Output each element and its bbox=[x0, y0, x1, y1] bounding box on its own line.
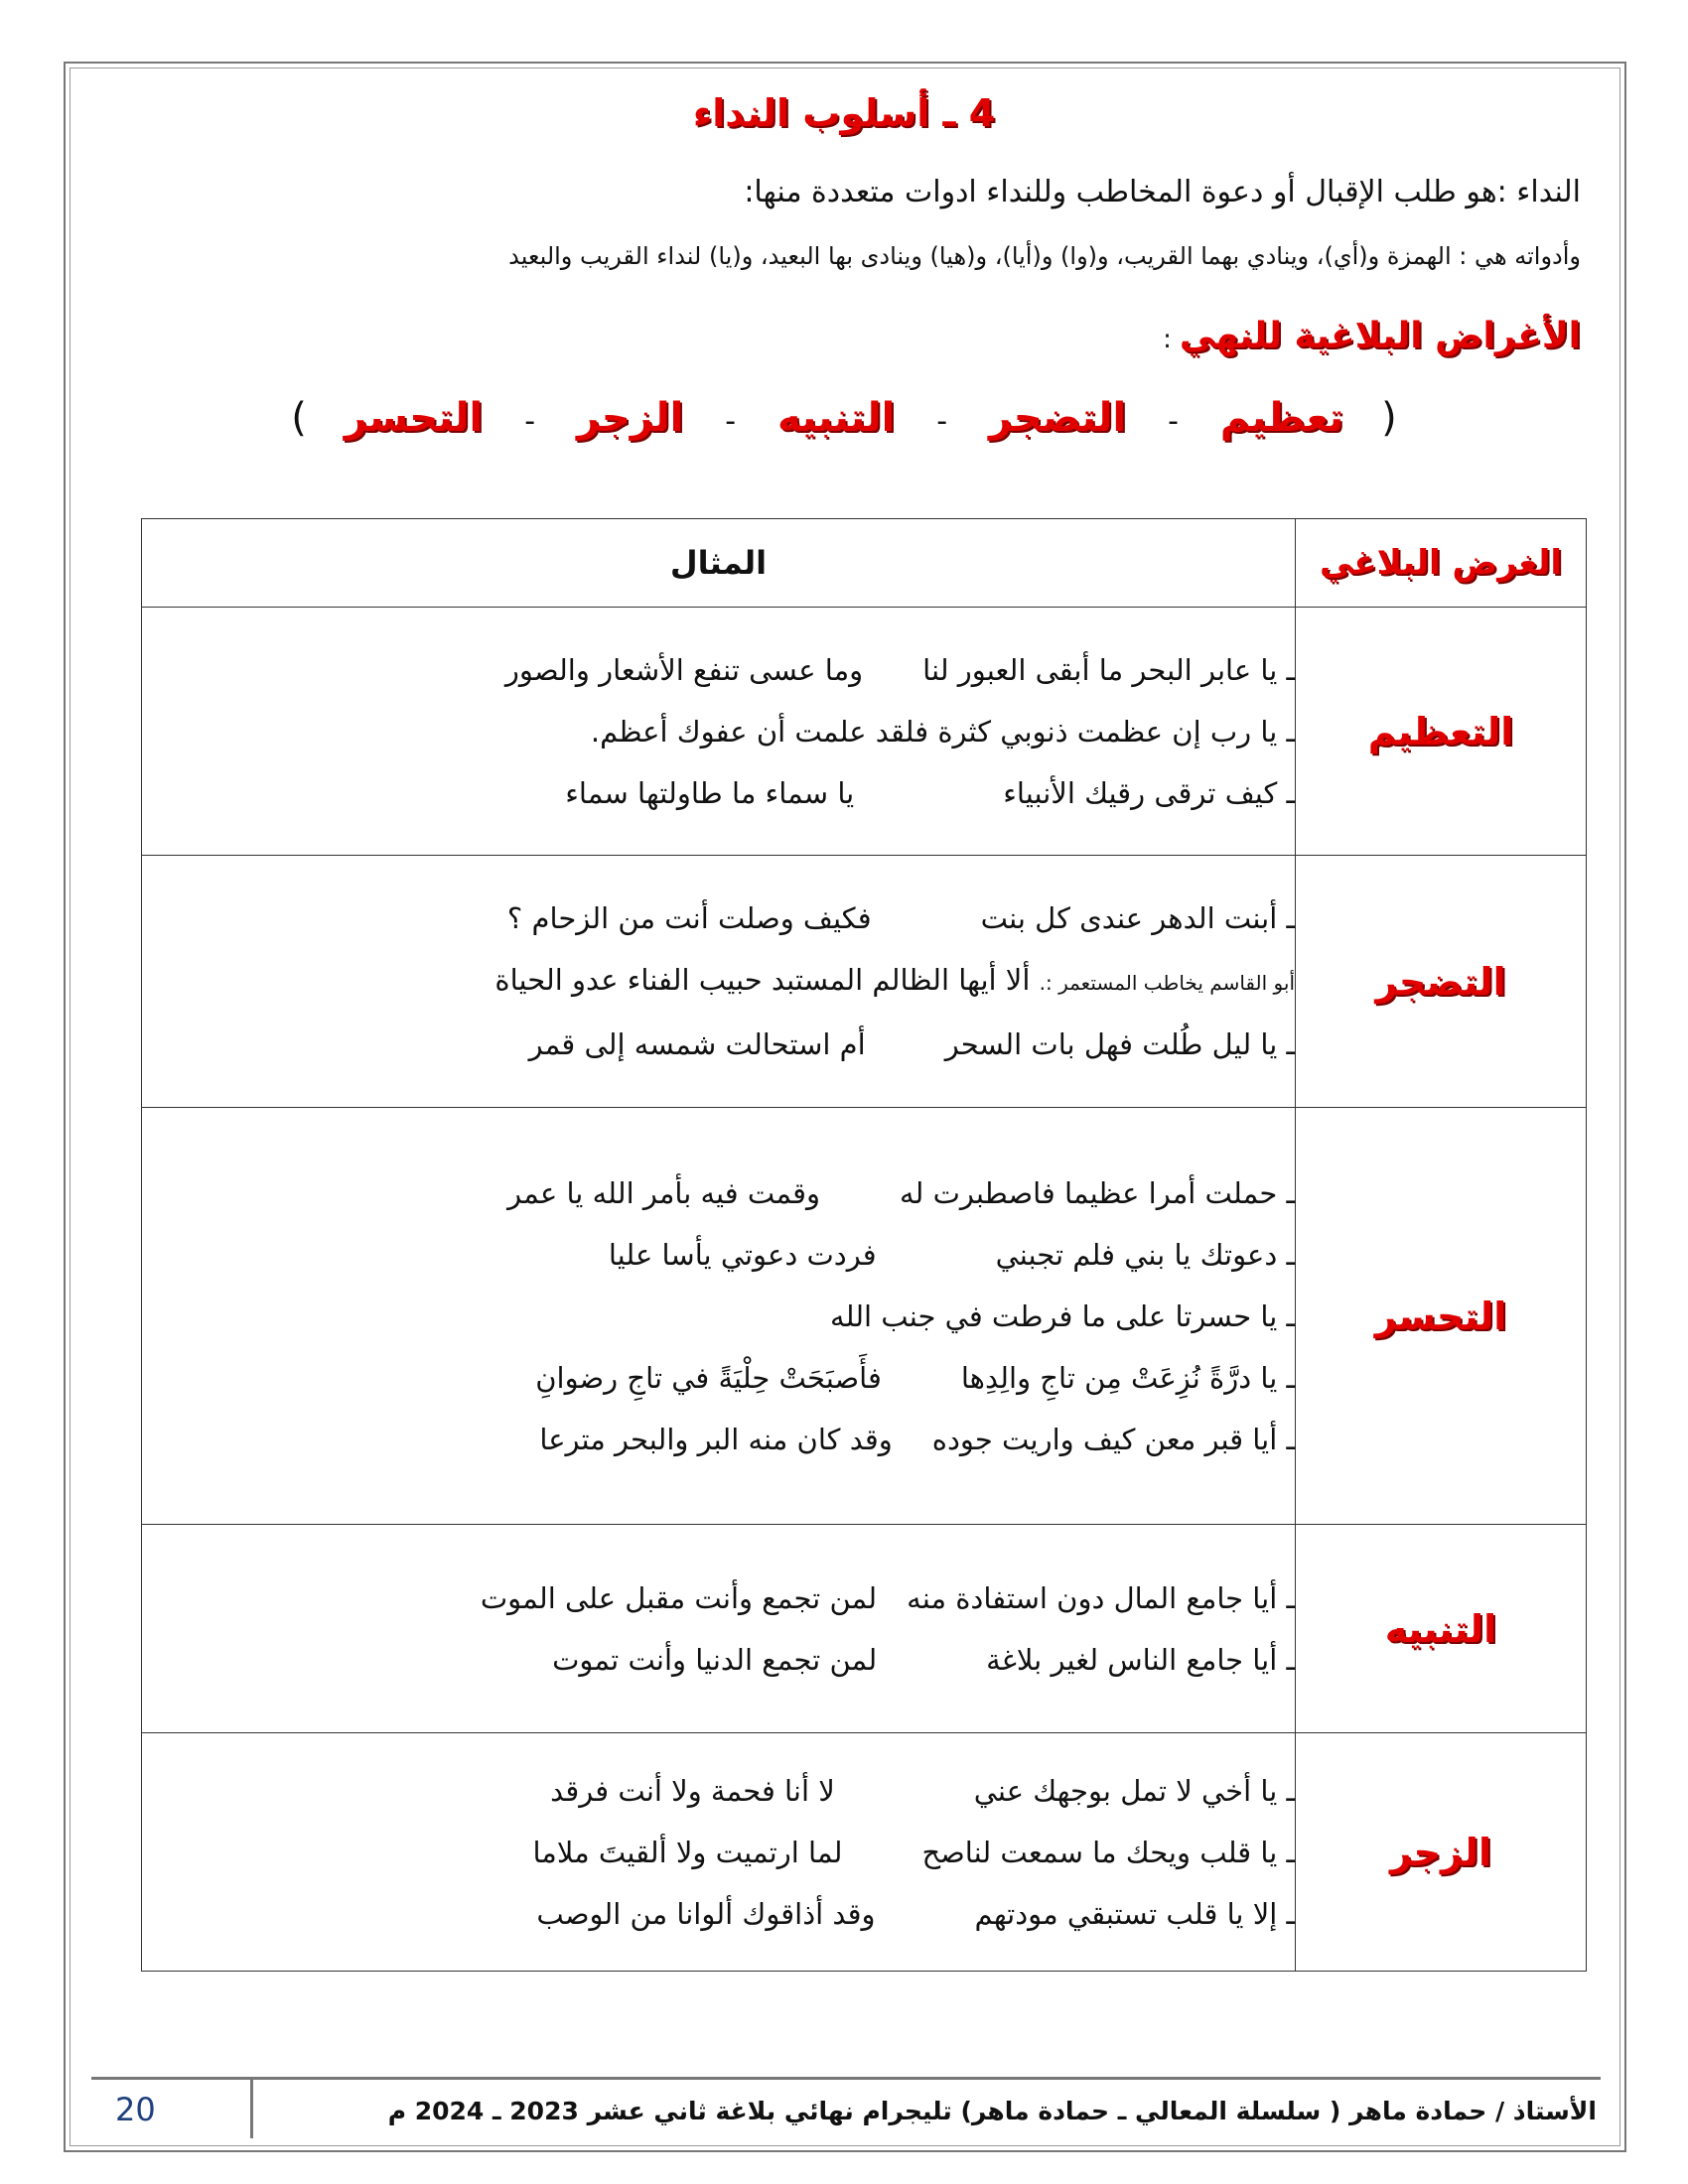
verse-second-half: يا سماء ما طاولتها سماء bbox=[565, 775, 855, 810]
row-examples bbox=[142, 1108, 1296, 1525]
table-header-row bbox=[142, 519, 1587, 608]
example-line bbox=[142, 1568, 1295, 1629]
table-row bbox=[142, 608, 1587, 856]
header-example: المثال bbox=[142, 519, 1296, 608]
purposes-open-paren: ( bbox=[1381, 395, 1397, 441]
verse-first-half: ـ أيا جامع المال دون استفادة منه bbox=[907, 1580, 1295, 1615]
example-line bbox=[142, 701, 1295, 762]
purposes-heading-text: الأغراض البلاغية للنهي bbox=[1179, 316, 1581, 356]
section-number: 4 bbox=[968, 91, 996, 135]
verse-first-half: ـ أيا جامع الناس لغير بلاغة bbox=[986, 1642, 1295, 1677]
example-line bbox=[142, 639, 1295, 701]
verse-second-half: وما عسى تنفع الأشعار والصور bbox=[504, 652, 864, 687]
table-row bbox=[142, 1733, 1587, 1972]
example-line bbox=[142, 1347, 1295, 1409]
section-title bbox=[0, 91, 1688, 135]
purposes-list bbox=[0, 395, 1688, 441]
verse-first-half: ـ حملت أمرا عظيما فاصطبرت له bbox=[900, 1175, 1295, 1210]
purpose-separator: - bbox=[936, 404, 948, 439]
section-dash: ـ bbox=[942, 91, 956, 135]
table-row bbox=[142, 1108, 1587, 1525]
example-line bbox=[142, 1629, 1295, 1691]
purpose-separator: - bbox=[524, 404, 536, 439]
examples-table bbox=[141, 518, 1587, 1972]
verse-first-half: ـ يا أخي لا تمل بوجهك عني bbox=[973, 1773, 1295, 1808]
row-purpose: التعظيم bbox=[1296, 608, 1587, 856]
example-line bbox=[142, 887, 1295, 949]
example-line bbox=[142, 1224, 1295, 1286]
verse-first-half: ـ إلا يا قلب تستبقي مودتهم bbox=[974, 1896, 1295, 1931]
verse-first-half: ـ أبنت الدهر عندى كل بنت bbox=[980, 901, 1295, 935]
row-purpose: التضجر bbox=[1296, 856, 1587, 1108]
tools-text: وأدواته هي : الهمزة و(أي)، وينادي بهما القريب، و(وا) و(أيا)، و(هيا) وينادى بها البعيد، و(يا) لنداء القريب والبعيد bbox=[508, 242, 1581, 270]
table-row bbox=[142, 856, 1587, 1108]
example-line bbox=[142, 762, 1295, 824]
verse-second-half: فكيف وصلت أنت من الزحام ؟ bbox=[506, 901, 872, 935]
verse-first-half: ألا أيها الظالم المستبد حبيب الفناء عدو الحياة bbox=[494, 963, 1031, 997]
page-number: 20 bbox=[115, 2091, 156, 2128]
verse-first-half: ـ يا حسرتا على ما فرطت في جنب الله bbox=[830, 1298, 1295, 1333]
verse-second-half: لمن تجمع وأنت مقبل على الموت bbox=[480, 1580, 878, 1615]
purposes-heading-colon: : bbox=[1163, 325, 1172, 354]
example-line bbox=[142, 949, 1295, 1014]
row-examples bbox=[142, 1525, 1296, 1733]
verse-first-half: ـ يا ليل طُلت فهل بات السحر bbox=[944, 1027, 1295, 1061]
example-line bbox=[142, 1286, 1295, 1347]
verse-first-half: ـ يا درَّةً نُزِعَتْ مِن تاجِ والِدِها bbox=[960, 1360, 1295, 1395]
row-examples bbox=[142, 608, 1296, 856]
verse-second-half: لمن تجمع الدنيا وأنت تموت bbox=[552, 1642, 878, 1677]
row-purpose: التحسر bbox=[1296, 1108, 1587, 1525]
footer-rule bbox=[91, 2077, 1601, 2080]
example-line bbox=[142, 1822, 1295, 1883]
verse-second-half: فأَصبَحَتْ حِلْيَةً في تاجِ رضوانِ bbox=[535, 1360, 882, 1395]
example-line bbox=[142, 1760, 1295, 1822]
table-row bbox=[142, 1525, 1587, 1733]
verse-second-half: أم استحالت شمسه إلى قمر bbox=[528, 1027, 866, 1061]
verse-second-half: فردت دعوتي يأسا عليا bbox=[608, 1237, 877, 1272]
purpose-item: التضجر bbox=[989, 395, 1127, 441]
example-line bbox=[142, 1014, 1295, 1075]
example-line bbox=[142, 1883, 1295, 1945]
verse-first-half: ـ دعوتك يا بني فلم تجبني bbox=[995, 1237, 1295, 1272]
verse-second-half: وقمت فيه بأمر الله يا عمر bbox=[507, 1175, 820, 1210]
purpose-separator: - bbox=[725, 404, 737, 439]
row-purpose: التنبيه bbox=[1296, 1525, 1587, 1733]
section-title-text: أسلوب النداء bbox=[692, 91, 930, 135]
verse-second-half: لا أنا فحمة ولا أنت فرقد bbox=[550, 1773, 835, 1808]
purposes-close-paren: ) bbox=[291, 395, 307, 441]
verse-first-half: ـ يا رب إن عظمت ذنوبي كثرة فلقد علمت أن عفوك أعظم. bbox=[590, 714, 1295, 749]
row-examples bbox=[142, 1733, 1296, 1972]
purpose-item: الزجر bbox=[576, 395, 684, 441]
verse-first-half: ـ يا قلب ويحك ما سمعت لناصح bbox=[921, 1835, 1295, 1869]
example-note: أبو القاسم يخاطب المستعمر :. bbox=[1039, 971, 1295, 995]
footer-credit: الأستاذ / حمادة ماهر ( سلسلة المعالي ـ حمادة ماهر) تليجرام نهائي بلاغة ثاني عشر 2023 ـ 2024 م bbox=[387, 2097, 1597, 2125]
purpose-item: التنبيه bbox=[777, 395, 896, 441]
verse-second-half: وقد كان منه البر والبحر مترعا bbox=[539, 1422, 893, 1456]
header-purpose: الغرض البلاغي bbox=[1296, 519, 1587, 608]
footer-divider bbox=[250, 2077, 253, 2138]
purpose-separator: - bbox=[1168, 404, 1179, 439]
verse-second-half: وقد أذاقوك ألوانا من الوصب bbox=[536, 1896, 876, 1931]
definition-text: النداء :هو طلب الإقبال أو دعوة المخاطب وللنداء ادوات متعددة منها: bbox=[744, 175, 1581, 209]
verse-first-half: ـ كيف ترقى رقيك الأنبياء bbox=[1003, 775, 1295, 810]
row-purpose: الزجر bbox=[1296, 1733, 1587, 1972]
example-line bbox=[142, 1162, 1295, 1224]
purposes-heading bbox=[111, 316, 1581, 356]
verse-first-half: ـ يا عابر البحر ما أبقى العبور لنا bbox=[922, 652, 1295, 687]
verse-second-half: لما ارتميت ولا ألقيتَ ملاما bbox=[532, 1835, 843, 1869]
verse-first-half: ـ أيا قبر معن كيف واريت جوده bbox=[931, 1422, 1295, 1456]
purpose-item: تعظيم bbox=[1219, 395, 1344, 441]
example-line bbox=[142, 1409, 1295, 1470]
purpose-item: التحسر bbox=[344, 395, 484, 441]
row-examples bbox=[142, 856, 1296, 1108]
